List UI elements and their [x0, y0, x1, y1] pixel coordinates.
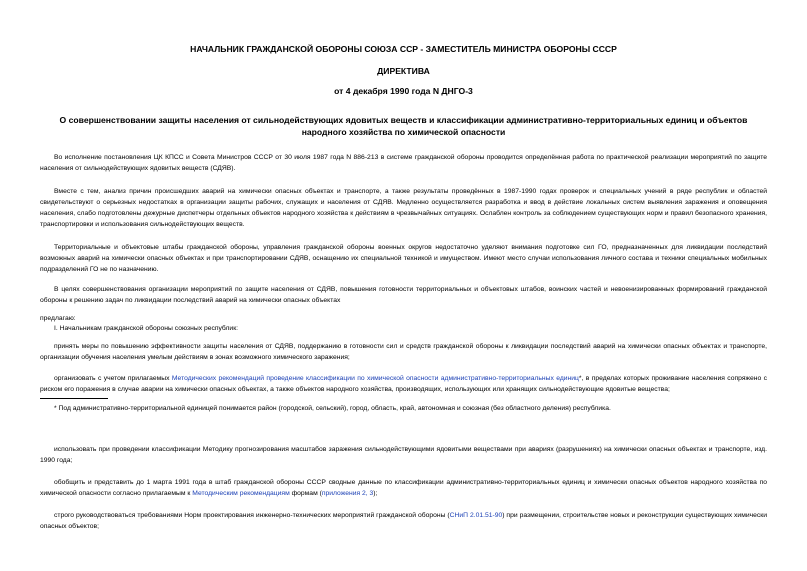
list-item: принять меры по повышению эффективности защиты населения от СДЯВ, поддержанию в готовности сил и средств гражданской обороны к ликвидации последствий аварий на химически опасных объектах и транспорте, организации обучения населения умелым действиям в зонах возможного химического заражения;: [40, 343, 767, 361]
snip-link[interactable]: СНиП 2.01.51-90: [449, 512, 503, 519]
issuer-heading: НАЧАЛЬНИК ГРАЖДАНСКОЙ ОБОРОНЫ СОЮЗА ССР - ЗАМЕСТИТЕЛЬ МИНИСТРА ОБОРОНЫ СССР: [190, 44, 617, 54]
paragraph-purpose: В целях совершенствования организации мероприятий по защите населения от СДЯВ, повышения готовности территориальных и объектовых штабов, воинских частей и невоенизированных формирований гражданской обороны к решению задач по ликвидации последствий аварий на химически опасных объектах: [40, 286, 767, 304]
footnote: * Под административно-территориальной единицей понимается район (городской, сельский), город, область, край, автономная и союзная (без областного деления) республика.: [54, 405, 611, 412]
item-text: ) при размещении, строительстве новых и реконструкции существующих химически опасных объектов;: [40, 512, 767, 530]
list-item: [40, 477, 767, 499]
document-date-number: от 4 декабря 1990 года N ДНГО-3: [334, 86, 473, 96]
item-text: *, в пределах которых проживание населения сопряжено с риском его поражения в случае аварии на химически опасных объектах, а также объектов народного хозяйства, производящих, использующих или хранящих сильнодействующие ядовитые вещества;: [40, 375, 768, 393]
paragraph-analysis: Вместе с тем, анализ причин происшедших аварий на химически опасных объектах и транспорте, а также результаты проведённых в 1987-1990 годах проверок и специальных учений в ряде республик и областей свидетельствуют о серьезных недостатках в организации защиты рабочих, служащих и населения от СДЯВ. Медленно осуществляется разработка и ввод в действие локальных систем выявления заражения и оповещения населения, слабо подготовлены дежурные диспетчеры отдельных объектов народного хозяйства к действиям в чрезвычайных ситуациях. Ослаблен контроль за соблюдением существующих норм и правил безопасного хранения, транспортировки и использования сильнодействующих веществ.: [40, 188, 767, 228]
item-text: строго руководствоваться требованиями Норм проектирования инженерно-технических мероприятий гражданской обороны (: [54, 512, 450, 519]
document-type: ДИРЕКТИВА: [377, 66, 430, 76]
list-item: использовать при проведении классификации Методику прогнозирования масштабов заражения сильнодействующими ядовитыми веществами при авариях (разрушениях) на химически опасных объектах и транспорте, изд. 1990 года;: [40, 446, 767, 464]
item-text: );: [373, 490, 378, 497]
item-text: формам (: [289, 490, 322, 497]
item-text: обобщить и представить до 1 марта 1991 года в штаб гражданской обороны СССР сводные данные по классификации административно-территориальных единиц и химически опасных объектов народного хозяйства по химической опасности согласно прилагаемым к: [40, 479, 767, 497]
list-item: [40, 373, 767, 395]
paragraph-staffs: Территориальные и объектовые штабы гражданской обороны, управления гражданской обороны военных округов недостаточно уделяют внимания подготовке сил ГО, предназначенных для ликвидации последствий возможных аварий на химически опасных объектах и при транспортировании СДЯВ, оснащению их специальной техникой и имуществом. Имеют место случаи использования личного состава и техники специальных мобильных подразделений ГО не по назначению.: [40, 244, 767, 273]
list-item: [40, 510, 767, 532]
document-subject: О совершенствовании защиты населения от сильнодействующих ядовитых веществ и классификации административно-территориальных единиц и объектов народного хозяйства по химической опасности: [59, 115, 748, 137]
methodical-recommendations-link[interactable]: Методическим рекомендациям: [192, 490, 290, 497]
item-text: организовать с учетом прилагаемых: [54, 375, 172, 382]
footnote-divider: [40, 398, 108, 399]
appendices-link[interactable]: приложения 2, 3: [321, 490, 374, 497]
proposes-label: предлагаю:: [40, 315, 76, 322]
methodical-recommendations-link[interactable]: Методических рекомендаций проведение классификации по химической опасности административно-территориальных единиц: [171, 375, 579, 382]
section-heading-1: I. Начальникам гражданской обороны союзных республик:: [54, 325, 239, 332]
paragraph-preamble: Во исполнение постановления ЦК КПСС и Совета Министров СССР от 30 июля 1987 года N 886-213 в системе гражданской обороны проводится определённая работа по практической реализации мероприятий по защите населения от сильнодействующих ядовитых веществ (СДЯВ).: [40, 154, 767, 172]
